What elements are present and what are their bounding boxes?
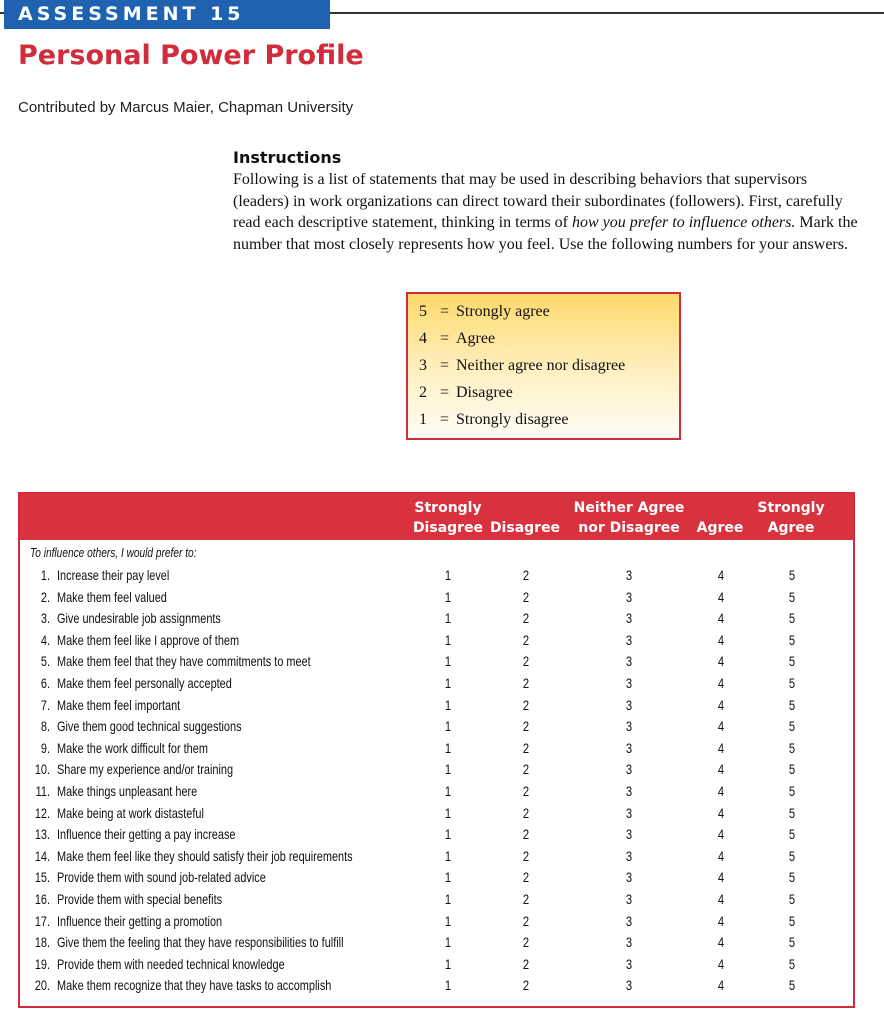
scale-label: Agree <box>456 330 496 347</box>
table-row <box>20 759 853 781</box>
rating-option-2[interactable]: 2 <box>522 869 530 886</box>
rating-option-3[interactable]: 3 <box>625 739 633 756</box>
rating-option-2[interactable]: 2 <box>522 955 530 972</box>
rating-option-5[interactable]: 5 <box>788 674 796 691</box>
item-statement: Influence their getting a pay increase <box>57 826 236 843</box>
rating-option-2[interactable]: 2 <box>522 588 530 605</box>
rating-option-2[interactable]: 2 <box>522 847 530 864</box>
rating-option-2[interactable]: 2 <box>522 696 530 713</box>
table-row <box>20 587 853 609</box>
rating-option-5[interactable]: 5 <box>788 761 796 778</box>
scale-row <box>419 355 679 382</box>
scale-equals: = <box>439 411 450 428</box>
scale-row <box>419 409 679 436</box>
column-header-strongly-disagree: Strongly Disagree <box>412 500 484 536</box>
rating-option-4[interactable]: 4 <box>717 653 725 670</box>
table-row <box>20 911 853 933</box>
rating-option-5[interactable]: 5 <box>788 955 796 972</box>
rating-option-1[interactable]: 1 <box>444 912 452 929</box>
rating-option-5[interactable]: 5 <box>788 934 796 951</box>
column-header-strongly-agree: Strongly Agree <box>757 500 825 536</box>
scale-label: Disagree <box>456 384 513 401</box>
item-number: 13. <box>34 826 50 843</box>
item-number: 16. <box>34 890 50 907</box>
instructions-emphasis: how you prefer to influence others. <box>572 214 796 231</box>
item-statement: Provide them with sound job-related advice <box>57 869 266 886</box>
rating-option-3[interactable]: 3 <box>625 631 633 648</box>
rating-option-5[interactable]: 5 <box>788 847 796 864</box>
table-row <box>20 738 853 760</box>
item-statement: Make the work difficult for them <box>57 739 208 756</box>
rating-option-4[interactable]: 4 <box>717 567 725 583</box>
item-number: 2. <box>40 588 50 605</box>
item-statement: Share my experience and/or training <box>57 761 234 778</box>
rating-option-5[interactable]: 5 <box>788 610 796 627</box>
item-statement: Give them the feeling that they have responsibilities to fulfill <box>57 934 344 951</box>
instructions-text <box>233 169 863 255</box>
table-row <box>20 889 853 911</box>
item-number: 3. <box>40 610 50 627</box>
rating-option-4[interactable]: 4 <box>717 934 725 951</box>
assessment-table <box>18 492 855 1008</box>
rating-option-4[interactable]: 4 <box>717 804 725 821</box>
column-header-disagree: Disagree <box>489 520 561 536</box>
rating-option-4[interactable]: 4 <box>717 610 725 627</box>
rating-option-1[interactable]: 1 <box>444 977 452 994</box>
table-row <box>20 565 853 587</box>
table-row <box>20 630 853 652</box>
rating-option-5[interactable]: 5 <box>788 782 796 799</box>
scale-equals: = <box>439 384 450 401</box>
table-row <box>20 867 853 889</box>
scale-value: 1 <box>419 411 427 428</box>
table-row <box>20 651 853 673</box>
rating-option-2[interactable]: 2 <box>522 631 530 648</box>
rating-option-1[interactable]: 1 <box>444 739 452 756</box>
item-statement: Make them feel personally accepted <box>57 674 232 691</box>
item-list <box>20 565 853 997</box>
rating-option-4[interactable]: 4 <box>717 955 725 972</box>
rating-option-4[interactable]: 4 <box>717 761 725 778</box>
item-number: 5. <box>40 653 50 670</box>
rating-option-3[interactable]: 3 <box>625 826 633 843</box>
rating-option-3[interactable]: 3 <box>625 890 633 907</box>
instructions-text-before: Following is a list of statements that may be used in describing behaviors that supervisors (leaders) in work organizations can direct toward their subordinates (followers). First, carefully read each descriptive statement, thinking in terms of <box>233 171 843 231</box>
rating-option-2[interactable]: 2 <box>522 610 530 627</box>
table-prompt: To influence others, I would prefer to: <box>30 545 197 560</box>
item-number: 1. <box>40 567 50 583</box>
rating-option-2[interactable]: 2 <box>522 718 530 735</box>
assessment-badge: ASSESSMENT 15 <box>4 0 330 29</box>
item-number: 18. <box>34 934 50 951</box>
rating-option-3[interactable]: 3 <box>625 761 633 778</box>
rating-option-3[interactable]: 3 <box>625 610 633 627</box>
item-statement: Make them feel valued <box>57 588 167 605</box>
item-statement: Provide them with needed technical knowledge <box>57 955 285 972</box>
rating-option-4[interactable]: 4 <box>717 696 725 713</box>
rating-option-3[interactable]: 3 <box>625 869 633 886</box>
rating-option-3[interactable]: 3 <box>625 674 633 691</box>
contributor-credit: Contributed by Marcus Maier, Chapman University <box>18 99 354 116</box>
rating-option-2[interactable]: 2 <box>522 912 530 929</box>
table-row <box>20 846 853 868</box>
item-number: 7. <box>40 696 50 713</box>
rating-option-4[interactable]: 4 <box>717 674 725 691</box>
item-statement: Make them feel like I approve of them <box>57 631 240 648</box>
item-number: 17. <box>34 912 50 929</box>
rating-option-4[interactable]: 4 <box>717 739 725 756</box>
rating-option-5[interactable]: 5 <box>788 588 796 605</box>
rating-scale-legend <box>406 292 681 440</box>
item-statement: Make them recognize that they have tasks to accomplish <box>57 977 332 994</box>
item-number: 20. <box>34 977 50 994</box>
rating-option-4[interactable]: 4 <box>717 718 725 735</box>
scale-value: 2 <box>419 384 427 401</box>
item-statement: Give undesirable job assignments <box>57 610 221 627</box>
scale-label: Strongly agree <box>456 303 550 320</box>
rating-option-1[interactable]: 1 <box>444 761 452 778</box>
rating-option-1[interactable]: 1 <box>444 847 452 864</box>
item-statement: Provide them with special benefits <box>57 890 223 907</box>
rating-option-5[interactable]: 5 <box>788 804 796 821</box>
scale-value: 5 <box>419 303 427 320</box>
rating-option-1[interactable]: 1 <box>444 588 452 605</box>
rating-option-2[interactable]: 2 <box>522 674 530 691</box>
scale-value: 4 <box>419 330 427 347</box>
table-row <box>20 954 853 976</box>
rating-option-1[interactable]: 1 <box>444 696 452 713</box>
table-row <box>20 716 853 738</box>
rating-option-1[interactable]: 1 <box>444 610 452 627</box>
page-title: Personal Power Profile <box>18 40 364 71</box>
rating-option-3[interactable]: 3 <box>625 934 633 951</box>
item-number: 11. <box>35 782 50 799</box>
rating-option-2[interactable]: 2 <box>522 653 530 670</box>
rating-option-4[interactable]: 4 <box>717 890 725 907</box>
item-statement: Make them feel important <box>57 696 181 713</box>
rating-option-1[interactable]: 1 <box>444 674 452 691</box>
table-row <box>20 608 853 630</box>
scale-label: Strongly disagree <box>456 411 569 428</box>
table-row <box>20 803 853 825</box>
table-row <box>20 975 853 997</box>
rating-option-5[interactable]: 5 <box>788 567 796 583</box>
rating-option-2[interactable]: 2 <box>522 567 530 583</box>
item-statement: Increase their pay level <box>57 567 170 583</box>
instructions-text-after: Mark the number that most closely represents how you feel. Use the following numbers for your answers. <box>233 214 858 253</box>
scale-row <box>419 382 679 409</box>
rating-option-1[interactable]: 1 <box>444 653 452 670</box>
table-row <box>20 781 853 803</box>
scale-equals: = <box>439 357 450 374</box>
rating-option-1[interactable]: 1 <box>444 718 452 735</box>
item-number: 14. <box>34 847 50 864</box>
item-number: 12. <box>34 804 50 821</box>
scale-value: 3 <box>419 357 427 374</box>
rating-option-4[interactable]: 4 <box>717 588 725 605</box>
rating-option-4[interactable]: 4 <box>717 977 725 994</box>
rating-option-2[interactable]: 2 <box>522 782 530 799</box>
rating-option-2[interactable]: 2 <box>522 804 530 821</box>
rating-option-3[interactable]: 3 <box>625 955 633 972</box>
rating-option-5[interactable]: 5 <box>788 890 796 907</box>
rating-option-4[interactable]: 4 <box>717 782 725 799</box>
rating-option-1[interactable]: 1 <box>444 955 452 972</box>
rating-option-5[interactable]: 5 <box>788 912 796 929</box>
column-header-neither: Neither Agree nor Disagree <box>573 500 685 536</box>
instructions-heading: Instructions <box>233 148 342 167</box>
item-number: 6. <box>40 674 50 691</box>
column-header-agree: Agree <box>696 520 744 536</box>
table-header <box>20 494 853 540</box>
item-number: 8. <box>40 718 50 735</box>
item-number: 15. <box>34 869 50 886</box>
rating-option-1[interactable]: 1 <box>444 631 452 648</box>
rating-option-3[interactable]: 3 <box>625 977 633 994</box>
item-statement: Make them feel that they have commitments to meet <box>57 653 311 670</box>
rating-option-1[interactable]: 1 <box>444 890 452 907</box>
scale-equals: = <box>439 330 450 347</box>
rating-option-1[interactable]: 1 <box>444 567 452 583</box>
rating-option-3[interactable]: 3 <box>625 718 633 735</box>
item-statement: Influence their getting a promotion <box>57 912 223 929</box>
rating-option-5[interactable]: 5 <box>788 739 796 756</box>
rating-option-3[interactable]: 3 <box>625 912 633 929</box>
rating-option-4[interactable]: 4 <box>717 869 725 886</box>
rating-option-2[interactable]: 2 <box>522 739 530 756</box>
rating-option-3[interactable]: 3 <box>625 567 633 583</box>
scale-row <box>419 301 679 328</box>
item-statement: Make things unpleasant here <box>57 782 198 799</box>
rating-option-5[interactable]: 5 <box>788 869 796 886</box>
rating-option-1[interactable]: 1 <box>444 869 452 886</box>
scale-row <box>419 328 679 355</box>
rating-option-5[interactable]: 5 <box>788 631 796 648</box>
scale-equals: = <box>439 303 450 320</box>
item-number: 19. <box>34 955 50 972</box>
item-statement: Make being at work distasteful <box>57 804 204 821</box>
rating-option-5[interactable]: 5 <box>788 696 796 713</box>
rating-option-4[interactable]: 4 <box>717 826 725 843</box>
rating-option-5[interactable]: 5 <box>788 826 796 843</box>
item-statement: Make them feel like they should satisfy their job requirements <box>57 847 353 864</box>
rating-option-2[interactable]: 2 <box>522 977 530 994</box>
rating-option-5[interactable]: 5 <box>788 653 796 670</box>
item-number: 10. <box>34 761 50 778</box>
rating-option-5[interactable]: 5 <box>788 718 796 735</box>
rating-option-3[interactable]: 3 <box>625 847 633 864</box>
table-row <box>20 673 853 695</box>
rating-option-3[interactable]: 3 <box>625 804 633 821</box>
rating-option-1[interactable]: 1 <box>444 804 452 821</box>
scale-label: Neither agree nor disagree <box>456 357 626 374</box>
item-statement: Give them good technical suggestions <box>57 718 242 735</box>
item-number: 4. <box>40 631 50 648</box>
rating-option-3[interactable]: 3 <box>625 696 633 713</box>
rating-option-3[interactable]: 3 <box>625 588 633 605</box>
rating-option-4[interactable]: 4 <box>717 631 725 648</box>
rating-option-4[interactable]: 4 <box>717 847 725 864</box>
rating-option-1[interactable]: 1 <box>444 826 452 843</box>
table-row <box>20 932 853 954</box>
rating-option-2[interactable]: 2 <box>522 934 530 951</box>
rating-option-1[interactable]: 1 <box>444 934 452 951</box>
table-row <box>20 824 853 846</box>
rating-option-3[interactable]: 3 <box>625 653 633 670</box>
rating-option-3[interactable]: 3 <box>625 782 633 799</box>
rating-option-1[interactable]: 1 <box>444 782 452 799</box>
rating-option-2[interactable]: 2 <box>522 890 530 907</box>
instructions-section <box>233 148 863 255</box>
rating-option-4[interactable]: 4 <box>717 912 725 929</box>
rating-option-2[interactable]: 2 <box>522 761 530 778</box>
item-number: 9. <box>40 739 50 756</box>
rating-option-2[interactable]: 2 <box>522 826 530 843</box>
table-row <box>20 695 853 717</box>
rating-option-5[interactable]: 5 <box>788 977 796 994</box>
